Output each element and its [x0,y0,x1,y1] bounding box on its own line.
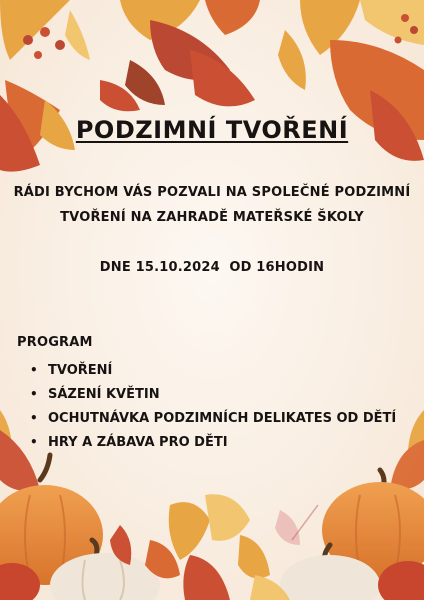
list-item [30,382,396,406]
program-heading: PROGRAM [17,335,93,350]
list-item [30,406,396,430]
program-item-label: TVOŘENÍ [48,363,113,378]
intro-line-1: RÁDI BYCHOM VÁS POZVALI NA SPOLEČNÉ PODZIMNÍ [13,185,411,200]
program-item-label: OCHUTNÁVKA PODZIMNÍCH DELIKATES OD DĚTÍ [48,411,397,426]
program-list [30,358,396,454]
program-item-label: SÁZENÍ KVĚTIN [48,387,160,402]
bullet-icon: • [30,411,38,425]
page-title: PODZIMNÍ TVOŘENÍ [75,116,349,144]
list-item [30,358,396,382]
bullet-icon: • [30,363,38,377]
intro-line-2: TVOŘENÍ NA ZAHRADĚ MATEŘSKÉ ŠKOLY [60,210,364,225]
event-date: DNE 15.10.2024 OD 16HODIN [99,260,325,275]
bullet-icon: • [30,387,38,401]
invitation-text [10,180,414,230]
list-item [30,430,396,454]
program-item-label: HRY A ZÁBAVA PRO DĚTI [48,435,228,450]
bullet-icon: • [30,435,38,449]
